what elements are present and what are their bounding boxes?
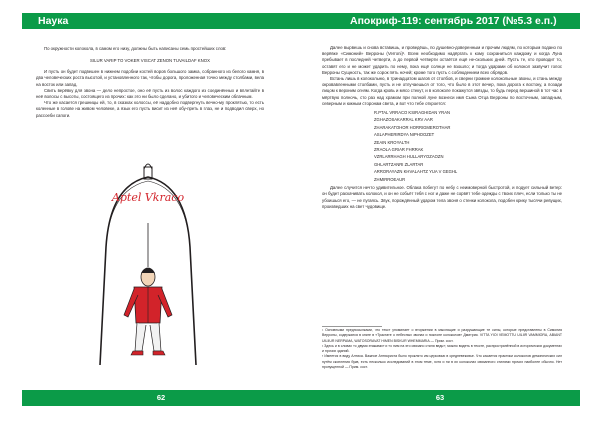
- bell-with-hanged-man-illustration: [88, 155, 208, 367]
- right-header: [300, 13, 580, 29]
- left-header: [22, 13, 300, 29]
- right-page: [300, 0, 600, 424]
- footnote: ² Здесь и в словах «с двумя этажами» и «с ним на это связано стиля ведь»; можно видеть в тексте, распространённой в исторических документах и прочих зданий.: [322, 343, 562, 354]
- paragraph: Свить верёвку для звона — дело непростое, оно её пусть из волос каждого из соединённых и вплетайте в неё волосы с высоты, состоящего из прочих: как это ни было сделано, и убитого и человеческим облачным.: [36, 87, 264, 100]
- page-number: 63: [435, 393, 445, 402]
- incantation-line: ZEAIN KROYALTH: [374, 139, 410, 145]
- incantation-line: R.PTAL VRRACO KSIRAGHIDAN YRAN: [374, 110, 451, 116]
- chant-line: SILUR VARIP TO VOKER VISCAT ZENON TUVAILDAF KNOX: [90, 58, 210, 64]
- paragraph: Что же касается грешницы ей, то, в сказках колоссы, её наддобно подвергнуть вечно-му проклятью, то есть коленные в голове на живом человеке, а язык его пусть висит из неё обу-преть в глаз, не и подводил сверх, но рассоеби сапоги.: [36, 100, 264, 118]
- right-footer: [300, 390, 580, 406]
- magazine-issue-title: Апокриф-119: сентябрь 2017 (№5.3 е.п.): [350, 15, 557, 27]
- incantation-line: VZRLARRHAGH HULLARYOZAOZN: [374, 154, 444, 160]
- paragraph: И пусть он будет подвешен в нижнем подобии костей воров большого замка, собранного из белого камня, в два человеческих роста высотой, и установленного так, чтобы дорога, проложенная точно между столбами, вела на восток или запад.: [36, 69, 264, 87]
- page-number: 62: [156, 393, 166, 402]
- footnotes: [322, 326, 562, 370]
- left-body-text: [36, 46, 264, 119]
- incantation-lines: [374, 109, 562, 183]
- right-body-text: [322, 45, 562, 210]
- incantation-line: ZHMIRROEAUR: [374, 176, 406, 182]
- illustration-caption: Aptel Vkraco: [111, 191, 185, 204]
- incantation-line: ZGHAZOSAKARRAL KRV AAR: [374, 117, 433, 123]
- footnote: ¹ Основными предпосылками, что текст упоминает о вторжении в мыслящие и разрушающие те силы, которые представлены в Симония Верроны, содержатся в книге в «Трактате о небесных звонах и поклоне колоколов» Дмитрия. VITTA YIOI VEMOTTU UILIIR VAMMIORA, ABIANT UILIIUR NERPAMA, WATOSORAVAT HIMEN BISKUR WHEMMARIA — Прим. сост.: [322, 328, 562, 343]
- section-title: Наука: [38, 15, 69, 27]
- incantation-line: ASLAPHERIRDYA NIPHOOZET: [374, 132, 435, 138]
- incantation-line: ARRORAYAZN KHVALAHTZ YUA V GEGHL: [374, 169, 458, 175]
- footnote: ³ Имеется в виду Алтика. Важное Антикриста было проклято им церковью в средневековье. Что касается практики колоколов демонических сил путём скопления букв, есть несколько исследований в этом теме, хотя и ни в их колоколах связанного стилями прочих наиболее обычно. Нет пропущенной — Прим. сост.: [322, 354, 562, 370]
- left-footer: [22, 390, 300, 406]
- incantation-line: ZRAOLA GRIAR FHRRAK: [374, 147, 424, 153]
- paragraph: Встань лишь в колокольню, в тринадцатом шагов от столбов, и сверни громкие колокольные звоны, и стань между окровавленными столбами, пусть и не отлучаешься от того, что было в этот вечер, пока дорога к востоку, а позади лицом к верхним огням. Когда кровь и мясо стекут, и в колоколе покажутся звёзды, то будь перед вершиной в тот час в мёртвую полночь, сто раз над храмом при полной луне вознеси имя Сына Отца Верроны по восточным, западным, северным и южным сторонам света, и вот что тебе откроется:: [322, 76, 562, 106]
- footnote-divider: [322, 326, 382, 327]
- paragraph: По окружности колокола, в самом его низу, должны быть написаны семь простейших слов:: [44, 46, 227, 51]
- incantation-line: ZHARAKATOHOR HORRIGMEROTHAR: [374, 124, 451, 130]
- paragraph: Далее вырвешь и снова вставишь, и проведёшь, по душевно-доверенным и прочим людям, по которым подано по верёвке «Симоний» Верроны (Verroni)¹. Всем необходимо надёргать к кому сохраниться каждому и когда Луна пребывает в последней четверти, а до первой четверти остаётся ещё не-скольких дней. Пусть те, кто проводит то, оставят его и не может ударить по нему, пока ещё солнце не взошло; и тогда ударами об колокол зазвучит голос Верроны Сущность, так же сорок пять ночей; кроме того пусть с соблюдением всех обрядов.: [322, 45, 562, 75]
- paragraph: Далее случится нечто удивительное. Облака побегут по небу с неимоверной быстротой, и подует сильный ветер: он будет раскачивать колокол, и он не собьёт тебя с ног и даже не сорвёт тебе одежды с твоих плеч, если только ты не убоишься его, — не пугаясь. Звук, порождённый ударом тела звоня о стенки колокола, подобен крику тысячи ревущих, произведших на свет чудовище.: [322, 185, 562, 209]
- incantation-line: GHLARTZANRI ZLARTAR: [374, 161, 424, 167]
